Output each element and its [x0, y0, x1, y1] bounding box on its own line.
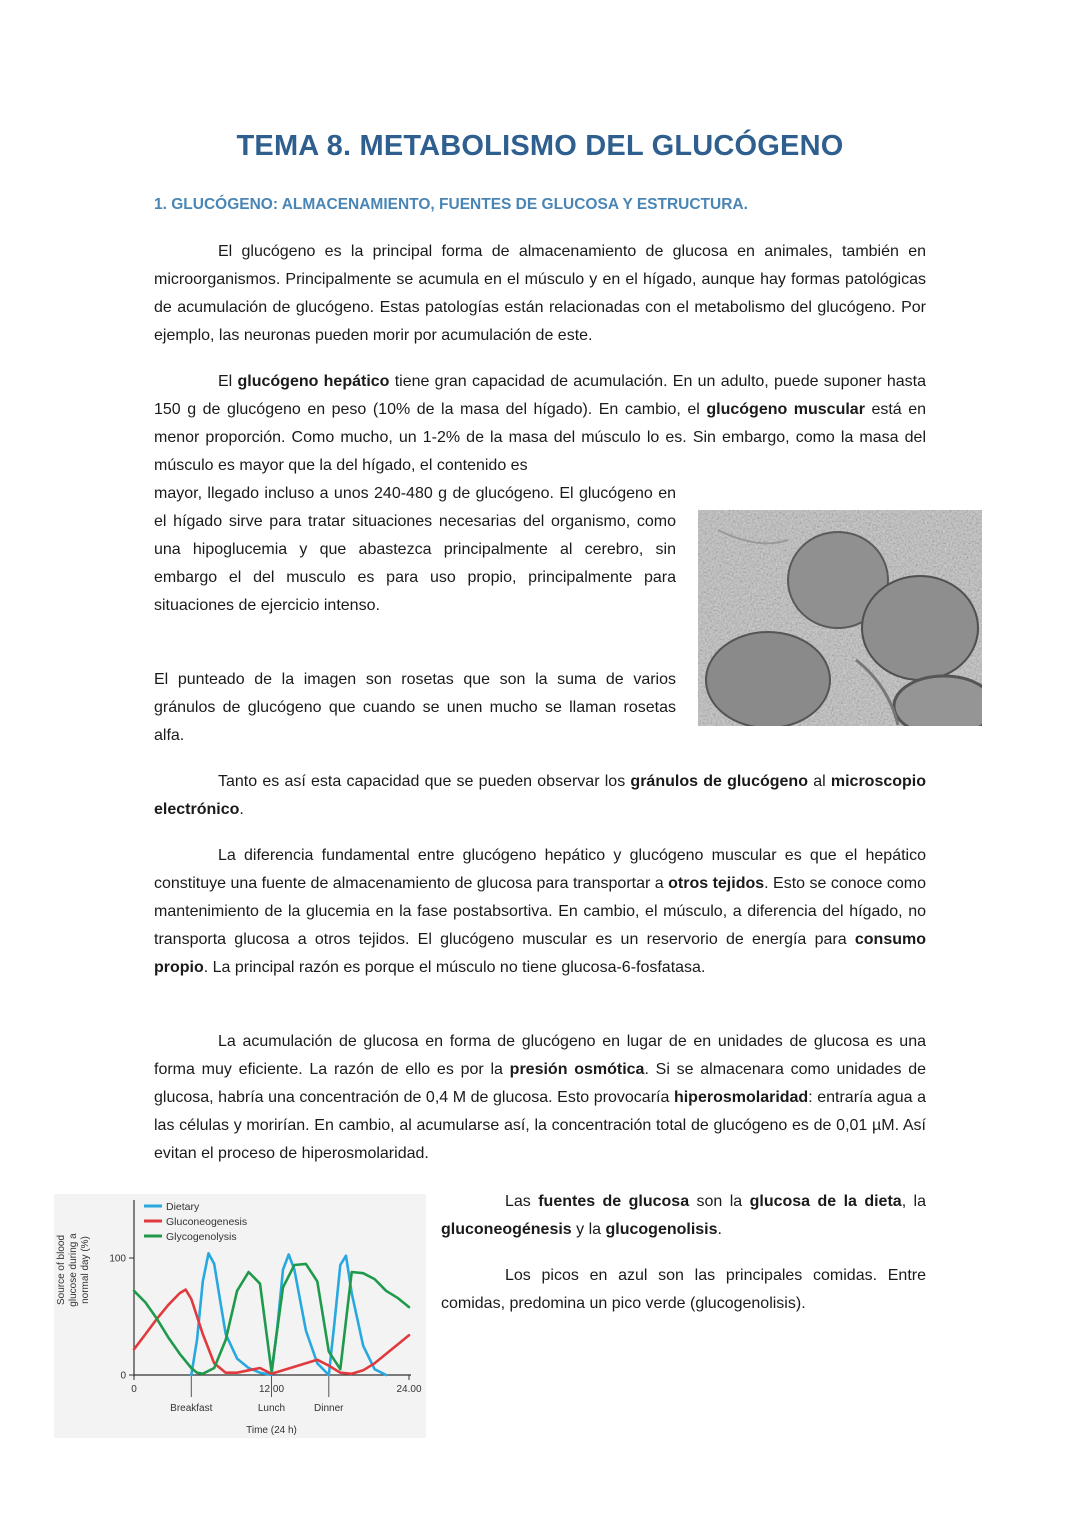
- bold-term: otros tejidos: [668, 875, 765, 892]
- paragraph-glucose-sources: [441, 1188, 926, 1244]
- text-run: , la: [901, 1193, 927, 1210]
- bold-term: hiperosmolaridad: [673, 1089, 809, 1106]
- x-tick-label: 24.00: [396, 1384, 422, 1395]
- bold-term: glucógeno muscular: [706, 401, 865, 418]
- text-run: al: [807, 773, 831, 790]
- bold-term: glucosa de la dieta: [749, 1193, 902, 1210]
- bold-term: gránulos de glucógeno: [630, 773, 808, 790]
- paragraph-glycogen-use: mayor, llegado incluso a unos 240-480 g de glucógeno. El glucógeno en el hígado sirve para tratar situaciones necesarias del organismo, como una hipoglucemia y que abastezca principalmente al cerebro, sin embargo el del musculo es para uso propio, principalmente para situaciones de ejercicio intenso.: [154, 485, 676, 614]
- text-run: y la: [571, 1221, 606, 1238]
- bold-term: microscopio electrónico: [154, 773, 927, 818]
- meal-marker-label: Breakfast: [170, 1403, 213, 1414]
- x-tick-label: 0: [131, 1384, 137, 1395]
- text-run: : entraría agua a las células y morirían. En cambio, al acumularse así, la concentración total de glucógeno es de 0,01 µM. Así evitan el proceso de hiperosmolaridad.: [154, 1089, 926, 1162]
- legend-label-dietary: Dietary: [166, 1201, 200, 1213]
- bold-term: glucógeno hepático: [237, 373, 390, 390]
- paragraph-peaks: Los picos en azul son las principales comidas. Entre comidas, predomina un pico verde (glucogenolisis).: [441, 1267, 926, 1312]
- legend-label-glycogenolysis: Glycogenolysis: [166, 1231, 237, 1243]
- text-run: Las: [505, 1193, 539, 1210]
- text-run: La diferencia fundamental entre glucógeno hepático y glucógeno muscular es que el hepático constituye una fuente de almacenamiento de glucosa para transportar a: [154, 847, 926, 892]
- x-axis-title: Time (24 h): [246, 1425, 297, 1436]
- text-run: . La principal razón es porque el músculo no tiene glucosa-6-fosfatasa.: [203, 959, 706, 976]
- text-run: La acumulación de glucosa en forma de glucógeno en lugar de en unidades de glucosa es una forma muy eficiente. La razón de ello es por la: [154, 1033, 926, 1078]
- bold-term: glucogenolisis: [605, 1221, 718, 1238]
- y-axis-title: Source of blood: [56, 1234, 67, 1306]
- bold-term: consumo propio: [154, 931, 926, 976]
- paragraph-rosettes: El punteado de la imagen son rosetas que son la suma de varios gránulos de glucógeno que cuando se unen mucho se llaman rosetas alfa.: [154, 671, 676, 744]
- section-heading: 1. GLUCÓGENO: ALMACENAMIENTO, FUENTES DE GLUCOSA Y ESTRUCTURA.: [154, 196, 748, 213]
- text-run: son la: [689, 1193, 750, 1210]
- text-run: está en menor proporción. Como mucho, un 1-2% de la masa del músculo lo es. Sin embargo, como la masa del músculo es mayor que la del hígado, el contenido es: [154, 401, 927, 474]
- glucose-sources-chart: [54, 1194, 426, 1438]
- bold-term: presión osmótica: [509, 1061, 645, 1078]
- paragraph-liver-muscle: [154, 368, 926, 480]
- meal-marker-label: Dinner: [314, 1403, 344, 1414]
- paragraph-granules: [154, 768, 926, 824]
- paragraph-difference: [154, 842, 926, 982]
- series-line-gluconeogenesis: [134, 1290, 409, 1374]
- text-run: .: [717, 1221, 722, 1238]
- y-axis-title: glucose during a: [68, 1233, 79, 1307]
- electron-micrograph-image: [698, 510, 982, 726]
- page-title: TEMA 8. METABOLISMO DEL GLUCÓGENO: [236, 130, 844, 162]
- paragraph-osmotic: [154, 1028, 926, 1168]
- bold-term: fuentes de glucosa: [538, 1193, 690, 1210]
- text-run: tiene gran capacidad de acumulación. En un adulto, puede suponer hasta 150 g de glucógeno en peso (10% de la masa del hígado). En cambio, el: [154, 373, 927, 418]
- text-run: . Si se almacenara como unidades de glucosa, habría una concentración de 0,4 M de glucosa. Esto provocaría: [154, 1061, 926, 1106]
- text-run: . Esto se conoce como mantenimiento de la glucemia en la fase postabsortiva. En cambio, el músculo, a diferencia del hígado, no transporta glucosa a otros tejidos. El glucógeno muscular es un reservorio de energía para: [154, 875, 927, 948]
- text-run: .: [239, 801, 244, 818]
- y-axis-title: normal day (%): [80, 1236, 91, 1304]
- legend-label-gluconeogenesis: Gluconeogenesis: [166, 1216, 248, 1228]
- text-run: Tanto es así esta capacidad que se pueden observar los: [218, 773, 631, 790]
- paragraph-intro: El glucógeno es la principal forma de almacenamiento de glucosa en animales, también en microorganismos. Principalmente se acumula en el músculo y en el hígado, aunque hay formas patológicas de acumulación de glucógeno. Estas patologías están relacionadas con el metabolismo del glucógeno. Por ejemplo, las neuronas pueden morir por acumulación de este.: [154, 243, 926, 344]
- bold-term: gluconeogénesis: [441, 1221, 572, 1238]
- x-tick-label: 12.00: [258, 1384, 285, 1395]
- y-tick-label: 0: [120, 1370, 126, 1382]
- chart-svg: [54, 1194, 426, 1438]
- meal-marker-label: Lunch: [257, 1403, 286, 1414]
- text-run: El: [218, 373, 238, 390]
- y-tick-label: 100: [109, 1253, 126, 1265]
